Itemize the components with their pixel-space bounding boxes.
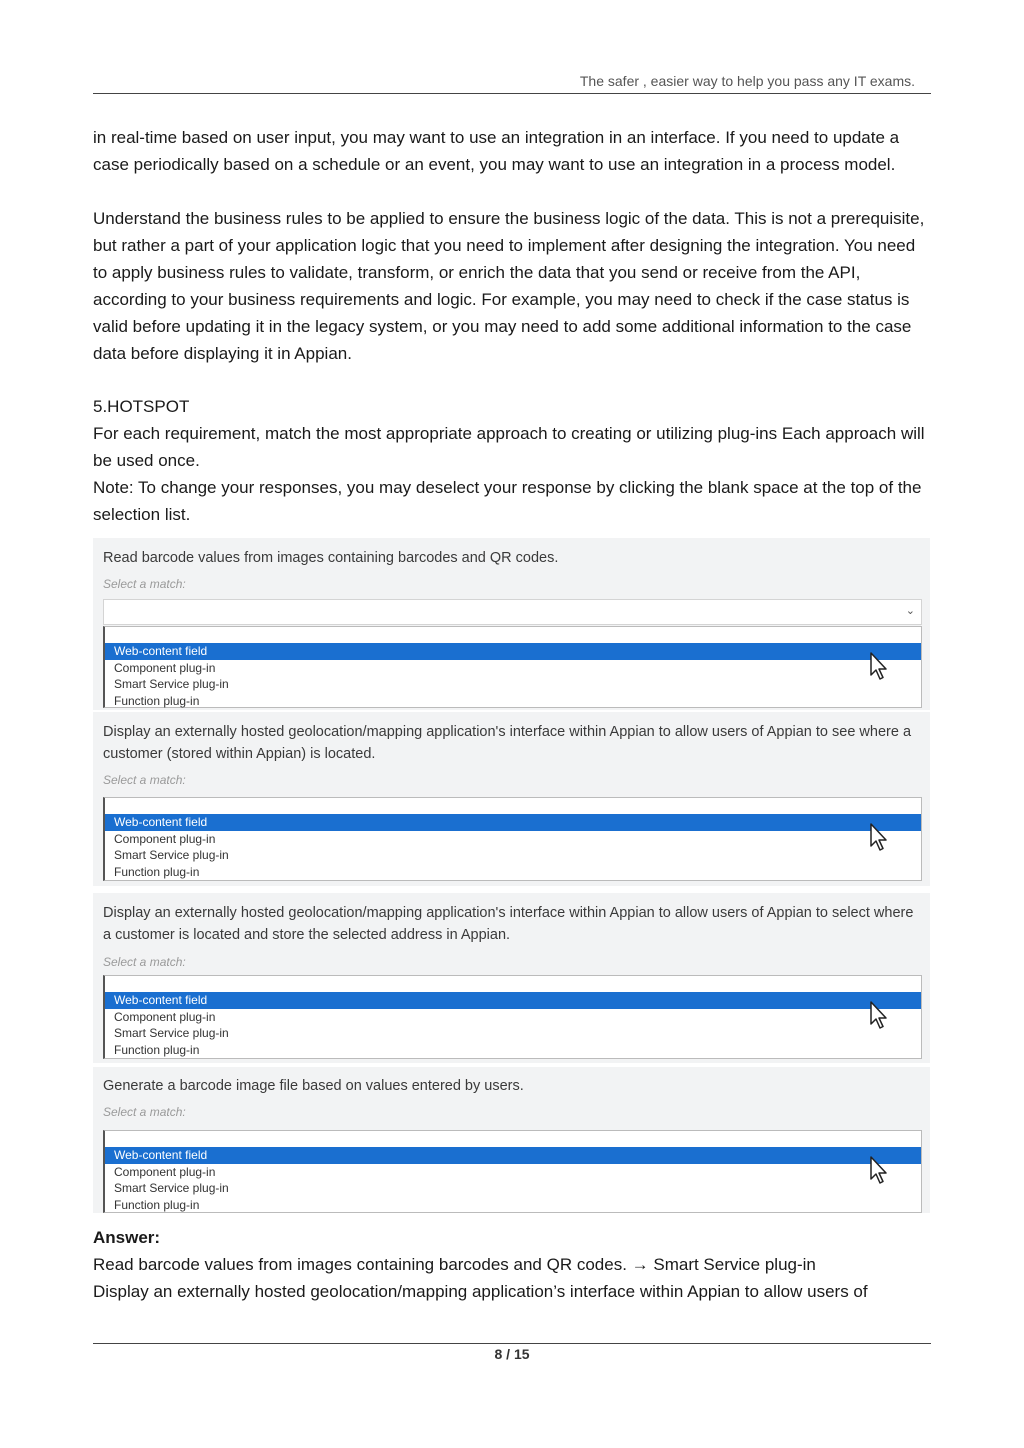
question-title: 5.HOTSPOT [93, 397, 190, 416]
match-dropdown[interactable] [103, 1130, 922, 1213]
option-smart-service-plugin[interactable]: Smart Service plug-in [114, 1181, 229, 1195]
requirement-text: Read barcode values from images containing barcodes and QR codes. [103, 550, 559, 566]
hotspot-panel-4 [93, 1067, 930, 1213]
requirement-text: Display an externally hosted geolocation/mapping application's interface within Appian to allow users of Appian to select where a customer is located and store the selected address in Appian. [103, 905, 914, 943]
mouse-pointer-icon [869, 1155, 891, 1185]
select-label: Select a match: [103, 1105, 186, 1119]
hotspot-panel-1 [93, 538, 930, 710]
select-label: Select a match: [103, 577, 186, 591]
option-component-plugin[interactable]: Component plug-in [114, 1164, 216, 1179]
answer-line-1: Read barcode values from images containing barcodes and QR codes. → Smart Service plug-in [93, 1255, 816, 1274]
header-tagline: The safer , easier way to help you pass any IT exams. [579, 73, 915, 89]
page-number: 8 / 15 [494, 1346, 530, 1362]
question-note: Note: To change your responses, you may deselect your response by clicking the blank space at the top of the selection list. [93, 478, 922, 524]
option-smart-service-plugin[interactable]: Smart Service plug-in [114, 1026, 229, 1040]
option-smart-service-plugin[interactable]: Smart Service plug-in [114, 848, 229, 862]
answer-line-2: Display an externally hosted geolocation/mapping application’s interface within Appian to allow users of [93, 1282, 868, 1301]
paragraph-1: in real-time based on user input, you may want to use an integration in an interface. If you need to update a case periodically based on a schedule or an event, you may want to use an integration in a process model. [93, 128, 900, 174]
chevron-down-icon: ⌄ [905, 605, 915, 617]
hotspot-panel-2 [93, 712, 930, 886]
match-dropdown[interactable] [103, 975, 922, 1059]
paragraph-2: Understand the business rules to be applied to ensure the business logic of the data. This is not a prerequisite, but rather a part of your application logic that you need to implement after designing the integration. You need to apply business rules to validate, transform, or enrich the data that you send or receive from the API, according to your business requirements and logic. For example, you may need to check if the case status is valid before updating it in the legacy system, or you may need to add some additional information to the case data before displaying it in Appian. [93, 209, 925, 363]
option-function-plugin[interactable]: Function plug-in [114, 1042, 200, 1057]
option-web-content-field[interactable]: Web-content field [105, 992, 921, 1009]
option-function-plugin[interactable]: Function plug-in [114, 864, 200, 879]
answer-label: Answer: [93, 1228, 161, 1247]
select-label: Select a match: [103, 955, 186, 969]
option-smart-service-plugin[interactable]: Smart Service plug-in [114, 677, 229, 691]
option-web-content-field[interactable]: Web-content field [105, 643, 921, 660]
option-component-plugin[interactable]: Component plug-in [114, 831, 216, 846]
mouse-pointer-icon [869, 1000, 891, 1030]
option-function-plugin[interactable]: Function plug-in [114, 1197, 200, 1212]
option-web-content-field[interactable]: Web-content field [105, 814, 921, 831]
mouse-pointer-icon [869, 651, 891, 681]
select-label: Select a match: [103, 773, 186, 787]
option-component-plugin[interactable]: Component plug-in [114, 1009, 216, 1024]
option-web-content-field[interactable]: Web-content field [105, 1147, 921, 1164]
header-divider [93, 93, 931, 94]
match-dropdown[interactable] [103, 797, 922, 881]
requirement-text: Generate a barcode image file based on values entered by users. [103, 1078, 524, 1094]
footer-divider [93, 1343, 931, 1344]
option-component-plugin[interactable]: Component plug-in [114, 660, 216, 675]
option-function-plugin[interactable]: Function plug-in [114, 693, 200, 708]
question-instruction: For each requirement, match the most appropriate approach to creating or utilizing plug-ins Each approach will be used once. [93, 424, 925, 470]
requirement-text: Display an externally hosted geolocation/mapping application's interface within Appian to allow users of Appian to see where a customer (stored within Appian) is located. [103, 724, 912, 762]
mouse-pointer-icon [869, 822, 891, 852]
match-dropdown[interactable] [103, 626, 922, 708]
match-select[interactable] [103, 599, 922, 625]
hotspot-panel-3 [93, 893, 930, 1063]
